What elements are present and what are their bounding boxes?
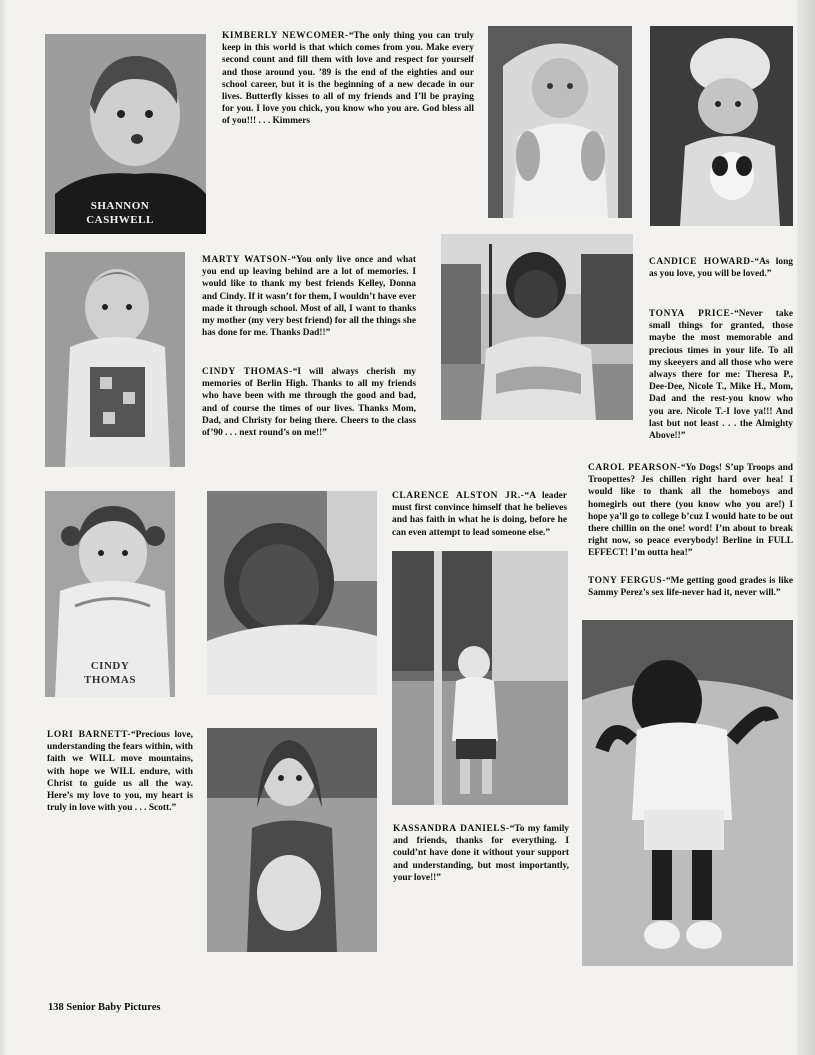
photo-smiling-baby-sitting (582, 620, 793, 966)
quote-name: KIMBERLY NEWCOMER- (222, 31, 349, 41)
quote-name: CAROL PEARSON- (588, 463, 681, 473)
quote-text: “To my family and friends, thanks for everything. I could’nt have done it without your support and understanding, but most importantly, your love!!” (393, 824, 569, 883)
quote-carol-pearson (588, 462, 793, 560)
photo-caption (75, 199, 165, 227)
photo-infant-close-up (207, 491, 377, 695)
quote-kimberly-newcomer (222, 30, 474, 128)
quote-text: “Precious love, understanding the fears within, with faith we WILL move mountains, with hope we WILL endure, with Christ to guide us all the way. Here’s my love to you, my heart is truly in love with you . . . Scott.” (47, 730, 193, 814)
quote-candice-howard (649, 256, 793, 280)
caption-line-first: CINDY (90, 660, 130, 672)
page-right-edge (797, 0, 815, 1055)
photo-child-outdoors (441, 234, 633, 420)
quote-marty-watson (202, 254, 416, 339)
photo-baby-with-puppy (650, 26, 793, 226)
quote-lori-barnett (47, 729, 193, 814)
quote-name: CINDY THOMAS- (202, 367, 293, 377)
quote-clarence-alston (392, 490, 567, 539)
quote-tonya-price (649, 308, 793, 442)
quote-text: “Me getting good grades is like Sammy Perez’s sex life-never had it, never will.” (588, 576, 793, 599)
page-left-edge (0, 0, 8, 1055)
caption-line-last: THOMAS (84, 674, 136, 686)
photo-shannon-cashwell (45, 34, 206, 234)
photo-caption (67, 659, 153, 687)
quote-name: MARTY WATSON- (202, 255, 292, 265)
photo-baby-in-seat (488, 26, 632, 218)
quote-tony-fergus (588, 575, 793, 599)
caption-line-first: SHANNON (90, 200, 150, 212)
photo-cindy-thomas (45, 491, 175, 697)
quote-name: TONY FERGUS- (588, 576, 666, 586)
quote-name: CANDICE HOWARD- (649, 257, 755, 267)
photo-girl-with-doll (207, 728, 377, 952)
quote-text: “The only thing you can truly keep in this world is that which comes from you. Make every second count and fill them with love and respect for yourself and those around you. ’89 is the end of the eighties and our school career, but it is the beginning of a new decade in our lives. Butterfly kisses to all of my friends and I’ll be praying for you. I love you chick, you know who you are. God bless all of you!!! . . . Kimmers (222, 31, 474, 127)
page-footer: 138 Senior Baby Pictures (48, 1002, 161, 1013)
quote-text: “As long as you love, you will be loved.” (649, 257, 793, 280)
quote-name: KASSANDRA DANIELS- (393, 824, 510, 834)
quote-text: “A leader must first convince himself that he believes and has faith in what he is doing, before he can even attempt to lead someone else.” (392, 491, 567, 538)
photo-toddler-patterned-dress (45, 252, 185, 467)
photo-toddler-by-pole (392, 551, 568, 805)
quote-name: CLARENCE ALSTON JR.- (392, 491, 525, 501)
quote-kassandra-daniels (393, 823, 569, 884)
quote-text: “I will always cherish my memories of Berlin High. Thanks to all my friends who have been with me through the good and bad, and of course the times of our lives. Thanks Mom, Dad, and Christy for being there. Cheers to the class of’90 . . . next round’s on me!!” (202, 367, 416, 439)
quote-text: “Yo Dogs! S’up Troops and Troopettes? Jes chillen right hard over hea! I would like to thank all the homeboys and homegirls out there (you know who you are!) I hope ya’ll go to college b’cuz I would hate to be out there chillin on the one! word! I’m about to break right now, so peace everybody! Berline in FULL EFFECT! I’m outta hea!” (588, 463, 793, 559)
quote-text: “Never take small things for granted, those maybe the most memorable and precious times in your life. To all my skeeyers and all those who were always there for me: Theresa P., Dee-Dee, Nicole T., Mike H., Mom, Dad and the rest-you know who you are. Nicole T.-I love ya!!! And last but not least . . . the Almighty Above!!” (649, 309, 793, 442)
quote-name: TONYA PRICE- (649, 309, 735, 319)
quote-name: LORI BARNETT- (47, 730, 131, 740)
quote-cindy-thomas (202, 366, 416, 439)
quote-text: “You only live once and what you end up leaving behind are a lot of memories. I would like to thank my best friends Kelley, Donna and Cindy. If it wasn’t for them, I wouldn’t have ever made it through school. Most of all, I want to thanks my mother (my very best friend) for all the things she has done for me. Thanks Dad!!” (202, 255, 416, 339)
caption-line-last: CASHWELL (86, 214, 154, 226)
